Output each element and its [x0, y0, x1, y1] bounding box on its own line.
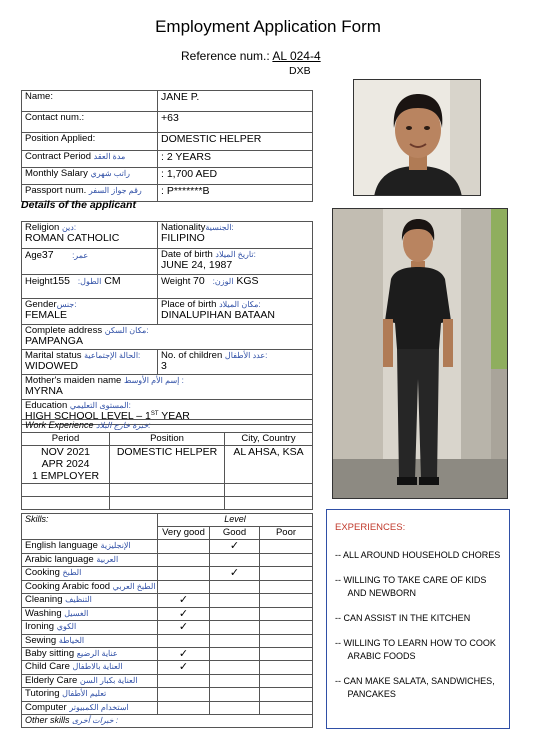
check-icon: ✓	[178, 621, 189, 634]
skill-level-poor	[260, 567, 313, 580]
experience-item: -- CAN MAKE SALATA, SANDWICHES, PANCAKES	[335, 676, 495, 699]
info-value: +63	[158, 112, 313, 133]
info-row-name	[22, 91, 313, 112]
skill-level-poor	[260, 688, 313, 701]
skill-level-good	[210, 701, 260, 714]
reference-number	[181, 49, 321, 63]
info-row-contract	[22, 151, 313, 168]
skill-row	[22, 540, 313, 553]
skill-level-very-good	[158, 567, 210, 580]
details-row	[22, 349, 313, 374]
experiences-list	[335, 549, 501, 701]
reference-value: AL 024-4	[272, 49, 321, 63]
check-icon: ✓	[229, 540, 240, 553]
skill-level-poor	[260, 701, 313, 714]
reference-label: Reference num.:	[181, 49, 273, 63]
work-row	[22, 446, 313, 484]
skill-level-very-good	[158, 594, 210, 607]
skill-row	[22, 661, 313, 674]
skill-row	[22, 688, 313, 701]
info-label: Contract Period مدة العقد	[22, 151, 158, 168]
experience-item: -- WILLING TO LEARN HOW TO COOK ARABIC FOODS	[335, 638, 496, 661]
col-period: Period	[22, 433, 110, 446]
info-row-contact	[22, 112, 313, 133]
skill-name: Elderly Care العناية بكبار السن	[22, 674, 158, 687]
work-position: DOMESTIC HELPER	[110, 446, 225, 484]
check-icon: ✓	[178, 607, 189, 620]
experience-item: -- WILLING TO TAKE CARE OF KIDS AND NEWBORN	[335, 575, 487, 598]
skill-level-good	[210, 674, 260, 687]
info-label: Passport num. رقم جواز السفر	[22, 185, 158, 202]
info-value: : 1,700 AED	[158, 168, 313, 185]
work-location: AL AHSA, KSA	[225, 446, 313, 484]
religion-cell: Religion دين: ROMAN CATHOLIC	[22, 222, 158, 249]
check-icon: ✓	[178, 594, 189, 607]
skill-level-very-good	[158, 674, 210, 687]
info-label: Contact num.:	[22, 112, 158, 133]
skill-name: Cleaning التنظيف	[22, 594, 158, 607]
details-table	[21, 221, 313, 425]
check-icon: ✓	[178, 647, 189, 660]
col-very-good: Very good	[158, 527, 210, 540]
skill-level-poor	[260, 661, 313, 674]
details-row	[22, 275, 313, 299]
address-cell: Complete address مكان السكن: PAMPANGA	[22, 325, 313, 350]
applicant-full-body-photo	[332, 208, 508, 499]
portrait-image	[354, 80, 481, 196]
info-label: Position Applied:	[22, 133, 158, 151]
skill-level-good	[210, 553, 260, 566]
reference-location: DXB	[289, 65, 311, 77]
skill-level-good	[210, 594, 260, 607]
gender-cell: Genderجنس: FEMALE	[22, 299, 158, 325]
level-header: Level	[158, 514, 313, 527]
mother-cell: Mother's maiden name إسم الأم الأوسط : MYRNA	[22, 374, 313, 399]
skill-level-very-good	[158, 540, 210, 553]
details-row	[22, 299, 313, 325]
col-position: Position	[110, 433, 225, 446]
details-row	[22, 222, 313, 249]
info-label: Name:	[22, 91, 158, 112]
weight-cell: Weight الوزن: 70 KGS	[158, 275, 313, 299]
col-good: Good	[210, 527, 260, 540]
dob-cell: Date of birth تاريخ الميلاد: JUNE 24, 1987	[158, 249, 313, 275]
skill-level-poor	[260, 540, 313, 553]
skill-row	[22, 647, 313, 660]
skill-level-good	[210, 567, 260, 580]
skill-level-poor	[260, 647, 313, 660]
skill-level-very-good	[158, 688, 210, 701]
marital-cell: Marital status الحالة الإجتماعية: WIDOWED	[22, 349, 158, 374]
other-skills-row	[22, 715, 313, 728]
pob-cell: Place of birth مكان الميلاد: DINALUPIHAN BATAAN	[158, 299, 313, 325]
skill-row	[22, 621, 313, 634]
skill-name: Cooking الطبخ	[22, 567, 158, 580]
skill-level-good	[210, 661, 260, 674]
check-icon: ✓	[229, 567, 240, 580]
info-row-position	[22, 133, 313, 151]
col-location: City, Country	[225, 433, 313, 446]
skill-level-very-good	[158, 661, 210, 674]
details-row	[22, 249, 313, 275]
skill-name: Computer استخدام الكمبيوتر	[22, 701, 158, 714]
experiences-box	[326, 509, 510, 729]
skills-header: Skills:	[22, 514, 158, 540]
skill-name: Sewing الخياطة	[22, 634, 158, 647]
education-cell: Education المستوى التعليمي: HIGH SCHOOL LEVEL – 1ST YEAR	[22, 399, 313, 424]
info-value: : P*******B	[158, 185, 313, 202]
other-skills: Other skills خبرات أخرى :	[22, 715, 313, 728]
info-value: DOMESTIC HELPER	[158, 133, 313, 151]
work-row-empty	[22, 497, 313, 510]
height-cell: Height الطول: 155 CM	[22, 275, 158, 299]
details-row	[22, 374, 313, 399]
skill-level-very-good	[158, 701, 210, 714]
experiences-title: EXPERIENCES:	[335, 522, 406, 533]
top-info-table	[21, 90, 313, 202]
skill-level-good	[210, 688, 260, 701]
work-col-row	[22, 433, 313, 446]
full-body-image	[333, 209, 508, 499]
skill-name: Baby sitting عناية الرضيع	[22, 647, 158, 660]
skill-row	[22, 701, 313, 714]
skill-level-very-good	[158, 634, 210, 647]
info-row-salary	[22, 168, 313, 185]
skill-name: Child Care العناية بالاطفال	[22, 661, 158, 674]
skill-row	[22, 567, 313, 580]
skill-name: Tutoring تعليم الأطفال	[22, 688, 158, 701]
col-poor: Poor	[260, 527, 313, 540]
skill-level-poor	[260, 621, 313, 634]
skills-header-row	[22, 514, 313, 527]
skill-row	[22, 634, 313, 647]
skill-row	[22, 594, 313, 607]
skill-level-very-good	[158, 607, 210, 620]
details-row	[22, 325, 313, 350]
experience-item: -- ALL AROUND HOUSEHOLD CHORES	[335, 550, 501, 560]
skill-level-poor	[260, 553, 313, 566]
skill-level-good	[210, 634, 260, 647]
skills-body	[22, 540, 313, 715]
skill-level-good	[210, 647, 260, 660]
skill-name: Cooking Arabic food الطبخ العربي	[22, 580, 158, 593]
check-icon: ✓	[178, 661, 189, 674]
age-cell: Age عمر: 37	[22, 249, 158, 275]
info-value: : 2 YEARS	[158, 151, 313, 168]
skill-row	[22, 607, 313, 620]
skill-level-good	[210, 607, 260, 620]
skill-name: Arabic language العربية	[22, 553, 158, 566]
work-period: NOV 2021 APR 2024 1 EMPLOYER	[22, 446, 110, 484]
nationality-cell: Nationalityالجنسية: FILIPINO	[158, 222, 313, 249]
skill-level-poor	[260, 580, 313, 593]
form-title: Employment Application Form	[155, 17, 381, 36]
skill-level-good	[210, 540, 260, 553]
children-cell: No. of children عدد الأطفال: 3	[158, 349, 313, 374]
skill-level-good	[210, 580, 260, 593]
skill-level-very-good	[158, 621, 210, 634]
work-header: Work Experience خبرة خارج البلاد:	[22, 420, 313, 433]
work-experience-table	[21, 419, 313, 510]
skill-row	[22, 580, 313, 593]
skill-name: Washing الغسيل	[22, 607, 158, 620]
skill-level-very-good	[158, 580, 210, 593]
skill-level-poor	[260, 607, 313, 620]
skills-table	[21, 513, 313, 728]
skill-name: English language الإنجليزية	[22, 540, 158, 553]
details-header: Details of the applicant	[21, 199, 136, 211]
work-header-row	[22, 420, 313, 433]
skill-level-good	[210, 621, 260, 634]
work-row-empty	[22, 484, 313, 497]
skill-row	[22, 553, 313, 566]
info-value: JANE P.	[158, 91, 313, 112]
applicant-portrait-photo	[353, 79, 481, 196]
skill-level-very-good	[158, 647, 210, 660]
skill-level-poor	[260, 634, 313, 647]
skill-name: Ironing الكوي	[22, 621, 158, 634]
skill-row	[22, 674, 313, 687]
skill-level-poor	[260, 594, 313, 607]
experience-item: -- CAN ASSIST IN THE KITCHEN	[335, 613, 471, 623]
skill-level-poor	[260, 674, 313, 687]
skill-level-very-good	[158, 553, 210, 566]
info-label: Monthly Salary راتب شهري	[22, 168, 158, 185]
